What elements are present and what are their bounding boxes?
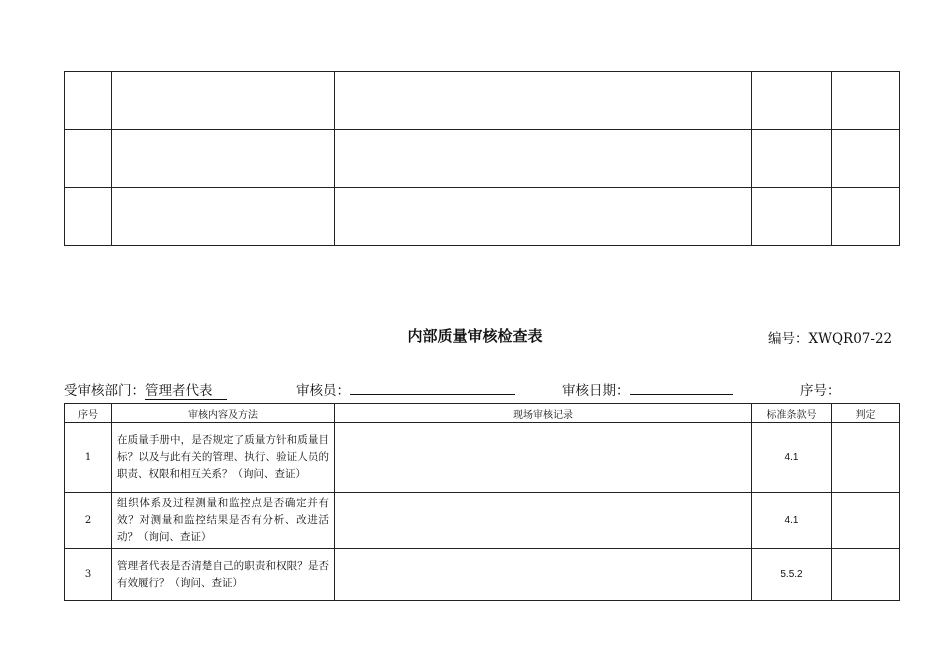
- row-judgement[interactable]: [832, 493, 900, 549]
- table-cell: [832, 188, 900, 246]
- table-cell: [832, 72, 900, 130]
- header-content: 审核内容及方法: [112, 404, 335, 423]
- auditor-field: [296, 379, 350, 399]
- row-judgement[interactable]: [832, 423, 900, 493]
- table-row: [65, 549, 900, 601]
- dept-label: 受审核部门：: [64, 383, 145, 399]
- table-cell: [65, 188, 112, 246]
- row-content: 组织体系及过程测量和监控点是否确定并有效？对测量和监控结果是否有分析、改进活动？（询问、查证）: [112, 493, 335, 549]
- auditor-label: 审核员：: [296, 383, 350, 399]
- table-cell: [335, 130, 752, 188]
- page-title: 内部质量审核检查表: [407, 327, 543, 345]
- row-no: 2: [65, 493, 112, 549]
- auditor-blank: [350, 379, 515, 395]
- dept-field: [64, 379, 227, 399]
- row-judgement[interactable]: [832, 549, 900, 601]
- row-clause: 4.1: [752, 423, 832, 493]
- header-record: 现场审核记录: [335, 404, 752, 423]
- table-cell: [112, 188, 335, 246]
- header-seq: 序号: [65, 404, 112, 423]
- seq-label: 序号：: [800, 383, 841, 399]
- table-cell: [752, 130, 832, 188]
- table-cell: [832, 130, 900, 188]
- table-cell: [65, 130, 112, 188]
- table-cell: [335, 188, 752, 246]
- date-blank: [630, 379, 733, 395]
- info-row: [64, 379, 899, 399]
- table-cell: [752, 188, 832, 246]
- row-record[interactable]: [335, 493, 752, 549]
- table-row: [65, 72, 900, 130]
- document-code: 编号：XWQR07-22: [768, 331, 893, 347]
- row-record[interactable]: [335, 423, 752, 493]
- row-clause: 5.5.2: [752, 549, 832, 601]
- dept-value: 管理者代表: [145, 383, 227, 400]
- row-no: 1: [65, 423, 112, 493]
- table-row: [65, 188, 900, 246]
- table-cell: [65, 72, 112, 130]
- row-content: 管理者代表是否清楚自己的职责和权限？是否有效履行？（询问、查证）: [112, 549, 335, 601]
- date-field: [562, 379, 630, 399]
- table-cell: [752, 72, 832, 130]
- table-row: [65, 423, 900, 493]
- table-cell: [112, 72, 335, 130]
- table-cell: [335, 72, 752, 130]
- row-content: 在质量手册中，是否规定了质量方针和质量目标？以及与此有关的管理、执行、验证人员的职责、权限和相互关系？（询问、查证）: [112, 423, 335, 493]
- date-label: 审核日期：: [562, 383, 630, 399]
- header-judgement: 判定: [832, 404, 900, 423]
- table-header-row: [65, 404, 900, 423]
- header-clause: 标准条款号: [752, 404, 832, 423]
- table-row: [65, 493, 900, 549]
- row-no: 3: [65, 549, 112, 601]
- table-cell: [112, 130, 335, 188]
- table-row: [65, 130, 900, 188]
- audit-checklist-table: [64, 403, 900, 601]
- previous-page-table: [64, 71, 900, 246]
- row-record[interactable]: [335, 549, 752, 601]
- row-clause: 4.1: [752, 493, 832, 549]
